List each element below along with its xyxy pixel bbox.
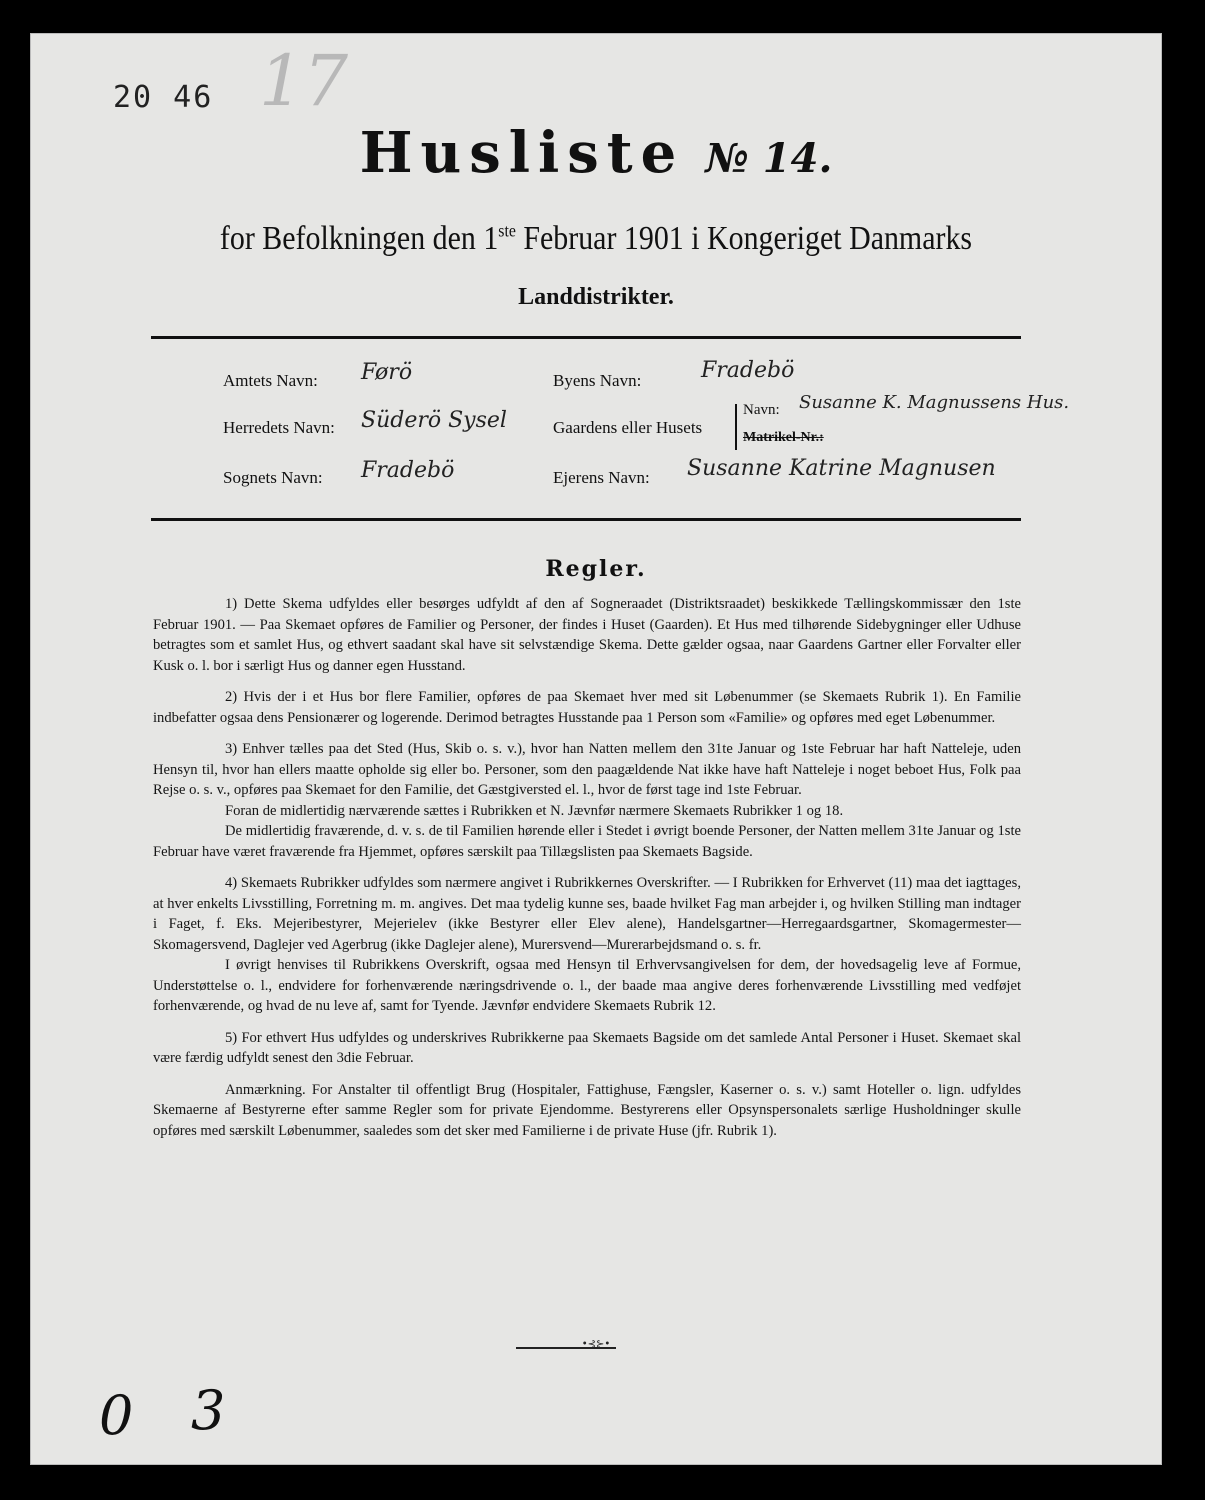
by-value: Fradebö: [701, 358, 795, 383]
subtitle-sup: ste: [498, 220, 516, 241]
bottom-rule: [151, 518, 1021, 521]
gaard-label: Gaardens eller Husets: [553, 418, 703, 437]
amt-label: Amtets Navn:: [223, 371, 318, 390]
rules-text: [153, 594, 1021, 1152]
rule-1: 1) Dette Skema udfyldes eller besørges udfyldt af den af Sogneraadet (Distriktsraadet) beskikkede Tællingskommissær den 1ste Februar 1901. — Paa Skemaet opføres de Familier og Personer, der findes i Huset (Gaarden). Et Hus med tilhørende Sidebygninger eller Udhuse betragtes som et samlet Hus, og ethvert saadant skal have sit selvstændige Skema. Dette gælder ogsaa, naar Gaardens Gartner eller Forvalter eller Kusk o. l. bor i særligt Hus og danner egen Husstand.: [153, 596, 1021, 674]
matrikel-label: Matrikel-Nr.:: [743, 430, 824, 445]
rule-3: 3) Enhver tælles paa det Sted (Hus, Skib o. s. v.), hvor han Natten mellem den 31te Januar og 1ste Februar har haft Natteleje, uden Hensyn til, hvor han ellers maatte opholde sig eller bo. Personer, som den paagældende Nat ikke have haft Natteleje i noget beboet Hus, Folk paa Rejse o. s. v., opføres paa Skemaet for den Familie, det Gæstgiversted el. l., hvor de først tage ind 1ste Februar.: [153, 741, 1021, 798]
form-subtitle: [99, 220, 1093, 258]
gaard-brace: [735, 404, 737, 450]
handwritten-three: 3: [191, 1379, 226, 1442]
top-rule: [151, 336, 1021, 339]
form-number: № 14.: [705, 135, 833, 182]
sogn-label: Sognets Navn:: [223, 468, 323, 487]
herred-label: Herredets Navn:: [223, 418, 335, 437]
ejer-value: Susanne Katrine Magnusen: [687, 456, 996, 481]
form-subtitle-district: Landdistrikter.: [518, 284, 674, 310]
handwritten-zero: 0: [99, 1384, 134, 1447]
rule-2: 2) Hvis der i et Hus bor flere Familier, opføres de paa Skemaet hver med sit Løbenummer (se Skemaets Rubrik 1). En Familie indbefatter ogsaa dens Pensionærer og logerende. Derimod betragtes Husstande paa 1 Person som «Familie» og opføres med eget Løbenummer.: [153, 689, 1021, 726]
rule-4: 4) Skemaets Rubrikker udfyldes som nærmere angivet i Rubrikkernes Overskrifter. — I Rubrikken for Erhvervet (11) maa det iagttages, at hver enkelts Livsstilling, Forretning m. m. angives. Det maa tydelig kunne ses, baade hvilket Fag man arbejder i, og hvilken Stilling man indtager i Faget, f. Eks. Mejeribestyrer, Mejerielev (ikke Bestyrer eller Elev alene), Handelsgartner—Herregaardsgartner, Skomagermester—Skomagersvend, Daglejer ved Agerbrug (ikke Daglejer alene), Murersvend—Murerarbejdsmand o. s. fr.: [153, 875, 1021, 953]
rule-3-cont-a: Foran de midlertidig nærværende sættes i Rubrikken et N. Jævnfør nærmere Skemaets Rubrikker 1 og 18.: [225, 802, 844, 819]
archive-stamp: 20 46: [113, 80, 214, 115]
census-form-page: [30, 33, 1162, 1465]
form-title: Husliste: [359, 120, 685, 186]
title-row: [31, 120, 1161, 186]
herred-value: Süderö Sysel: [361, 408, 507, 433]
subtitle-text-2: Februar 1901 i Kongeriget Danmarks: [515, 220, 973, 257]
subtitle-text: for Befolkningen den 1: [219, 220, 499, 257]
ornament: •⊰⊱•: [581, 1339, 611, 1350]
sogn-value: Fradebö: [361, 458, 455, 483]
rule-4-cont: I øvrigt henvises til Rubrikkens Overskrift, ogsaa med Hensyn til Erhvervsangivelsen for dem, der hovedsagelig leve af Formue, Understøttelse o. l., endvidere for forhenværende næringsdrivende o. l., der baade maa angive deres forhenværende Livsstilling med vedføjet forhenværende, og hvad de nu leve af, samt for Tyende. Jævnfør endvidere Skemaets Rubrik 12.: [153, 957, 1021, 1014]
rules-title: Regler.: [545, 556, 647, 582]
navn-label: Navn:: [743, 402, 780, 418]
by-label: Byens Navn:: [553, 371, 642, 390]
ejer-label: Ejerens Navn:: [553, 468, 650, 487]
amt-value: Førö: [361, 360, 413, 385]
rule-note: Anmærkning. For Anstalter til offentligt Brug (Hospitaler, Fattighuse, Fængsler, Kaserner o. s. v.) samt Hoteller o. lign. udfyldes Skemaerne af Bestyrerne efter samme Regler som for private Ejendomme. Bestyrerens eller Opsynspersonalets særlige Husholdninger skulle opføres med særskilt Løbenummer, saaledes som det sker med Familierne i de private Huse (jfr. Rubrik 1).: [153, 1081, 1021, 1139]
pencil-number: 17: [259, 40, 349, 122]
rule-5: 5) For ethvert Hus udfyldes og underskrives Rubrikkerne paa Skemaets Bagside om det samlede Antal Personer i Huset. Skemaet skal være færdig udfyldt senest den 3die Februar.: [153, 1029, 1021, 1066]
navn-value: Susanne K. Magnussens Hus.: [799, 392, 1070, 413]
rule-3-cont-b: De midlertidig fraværende, d. v. s. de til Familien hørende eller i Stedet i øvrigt boende Personer, der Natten mellem 31te Januar og 1ste Februar have været fraværende fra Hjemmet, opføres særskilt paa Tillægslisten paa Skemaets Bagside.: [153, 823, 1021, 860]
